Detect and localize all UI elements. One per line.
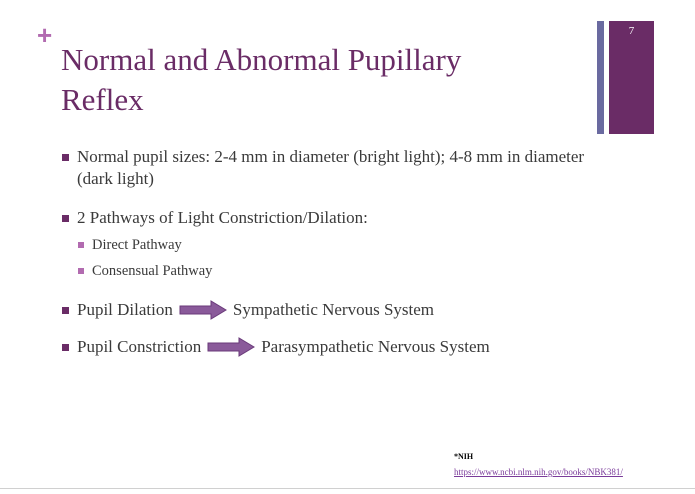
bullet-pupil-dilation (62, 299, 622, 321)
source-citation (454, 451, 623, 480)
bullet-left-text: Pupil Dilation (77, 300, 173, 319)
accent-bar-thin (597, 21, 604, 134)
slide-number: 7 (628, 25, 635, 37)
bullet-text: 2 Pathways of Light Constriction/Dilation: (77, 208, 368, 227)
sub-bullet-direct-pathway (78, 235, 622, 255)
bullet-list (62, 146, 622, 358)
bullet-right-text: Sympathetic Nervous System (232, 300, 435, 319)
source-label: *NIH (454, 452, 474, 461)
source-link[interactable]: https://www.ncbi.nlm.nih.gov/books/NBK381/ (454, 467, 623, 477)
footer-divider (0, 488, 695, 489)
slide-title-line-1: Normal and Abnormal Pupillary (61, 42, 462, 77)
slide-title (61, 40, 571, 120)
sub-bullet-text: Consensual Pathway (92, 263, 213, 279)
plus-decoration: + (37, 20, 53, 50)
bullet-pupil-sizes (62, 146, 622, 190)
sub-bullet-consensual-pathway (78, 261, 622, 281)
sub-bullet-text: Direct Pathway (92, 237, 182, 253)
accent-bar-block (609, 21, 654, 134)
right-arrow-icon (179, 300, 227, 320)
right-arrow-icon (207, 337, 255, 357)
bullet-pathways (62, 207, 622, 229)
bullet-right-text: Parasympathetic Nervous System (261, 337, 490, 356)
bullet-pupil-constriction (62, 336, 622, 358)
bullet-text: Normal pupil sizes: 2-4 mm in diameter (bright light); 4-8 mm in diameter (dark light) (77, 147, 585, 188)
bullet-left-text: Pupil Constriction (77, 337, 202, 356)
slide-title-line-2: Reflex (61, 82, 144, 117)
